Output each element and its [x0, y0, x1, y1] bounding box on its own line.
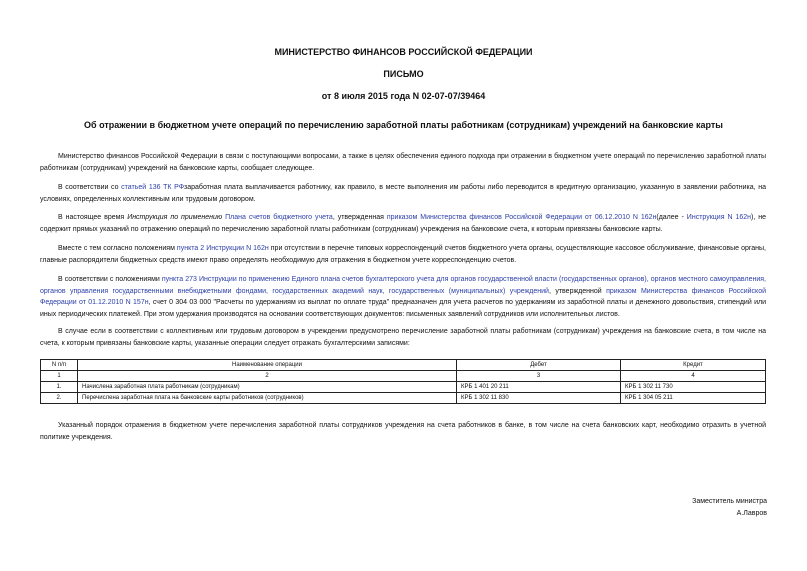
table-cell: КРБ 1 401 20 211 — [457, 382, 621, 393]
table-header-cell: Кредит — [621, 360, 766, 371]
paragraph-5 — [40, 274, 766, 320]
table-number-cell: 2 — [78, 371, 457, 382]
table-cell: КРБ 1 302 11 830 — [457, 393, 621, 404]
link-order-162n[interactable]: приказом Министерства финансов Российской Федерации от 06.12.2010 N 162н — [386, 214, 657, 221]
link-point-273[interactable]: пункта 273 Инструкции по применению Единого плана счетов бухгалтерского учета для органов государственной власти (государственных органов), органов местного самоуправления, органов управления государственными внебюджетными фондами, государственных академий наук, государственных (муниципальных) учреждений — [40, 276, 766, 295]
document-title: Об отражении в бюджетном учете операций по перечислению заработной платы работникам (сотрудникам) учреждений на банковские карты — [84, 120, 723, 130]
paragraph-1: Министерство финансов Российской Федерации в связи с поступающими вопросами, а также в целях обеспечения единого подхода при отражении в бюджетном учете операций по перечислению заработной платы работникам (сотрудникам) учреждений на банковские карты, сообщает следующее. — [40, 153, 766, 172]
signature-block — [692, 496, 767, 520]
table-header-row — [41, 360, 766, 371]
accounting-entries-table — [40, 359, 766, 404]
table-number-cell: 4 — [621, 371, 766, 382]
p3-text-a: В настоящее время — [58, 214, 128, 221]
p3-text-c: (далее - — [656, 214, 687, 221]
table-header-cell: Наименование операции — [78, 360, 457, 371]
signature-position: Заместитель министра — [692, 498, 767, 505]
table-cell: КРБ 1 302 11 730 — [621, 382, 766, 393]
paragraph-2 — [40, 182, 766, 205]
link-point-2-instruction[interactable]: пункта 2 Инструкции N 162н — [176, 245, 269, 252]
table-cell: КРБ 1 304 05 211 — [621, 393, 766, 404]
p5-text-a: В соответствии с положениями — [58, 276, 162, 283]
p2-text-b: заработная плата выплачивается работнику, как правило, в месте выполнения им работы либо переводится в кредитную организацию, указанную в заявлении работника, на условиях, определенных коллективным или трудовым договором. — [40, 184, 766, 203]
paragraph-4 — [40, 243, 766, 266]
p5-text-c: , счет 0 304 03 000 "Расчеты по удержаниям из выплат по оплате труда" предназначен для учета расчетов по удержаниям из заработной платы и денежного довольствия, стипендий или иных периодических платежей. При этом удержания производятся на основании соответствующих документов: письменных заявлений сотрудников или исполнительных листов. — [40, 299, 766, 318]
table-number-cell: 3 — [457, 371, 621, 382]
signature-name: А.Лавров — [736, 510, 767, 517]
table-cell: 2. — [41, 393, 78, 404]
link-chart-of-accounts[interactable]: Плана счетов бюджетного учета — [222, 214, 333, 221]
date-number-heading: от 8 июля 2015 года N 02-07-07/39464 — [321, 91, 486, 101]
table-number-cell: 1 — [41, 371, 78, 382]
ministry-heading: МИНИСТЕРСТВО ФИНАНСОВ РОССИЙСКОЙ ФЕДЕРАЦИИ — [274, 47, 533, 57]
p2-text-a: В соответствии со — [58, 184, 122, 191]
paragraph-3 — [40, 212, 766, 235]
table-header-cell: Дебет — [457, 360, 621, 371]
p3-text-b: , утвержденная — [332, 214, 387, 221]
table-header-cell: N п/п — [41, 360, 78, 371]
table-numbering-row — [41, 371, 766, 382]
table-cell: Перечислена заработная плата на банковские карты работников (сотрудников) — [78, 393, 457, 404]
table-row — [41, 382, 766, 393]
table-cell: 1. — [41, 382, 78, 393]
p5-text-b: , утвержденной — [548, 287, 607, 295]
paragraph-6: В случае если в соответствии с коллективным или трудовым договором в учреждении предусмотрено перечисление заработной платы работникам (сотрудникам) учреждения на банковские счета, в том числе на счета, к которым привязаны банковские карты, указанные операции следует отражать бухгалтерскими записями: — [40, 328, 766, 347]
p3-italic: Инструкция по применению — [127, 214, 223, 221]
paragraph-7: Указанный порядок отражения в бюджетном учете перечисления заработной платы сотрудников учреждения на счета работников в банке, в том числе на счета банковских карт, необходимо отразить в учетной политике учреждения. — [40, 422, 766, 441]
link-order-157n[interactable]: приказом Министерства финансов Российской Федерации от 01.12.2010 N 157н — [40, 287, 766, 306]
p4-text-b: при отсутствии в перечне типовых корреспонденций счетов бюджетного учета органы, осуществляющие кассовое обслуживание, финансовые органы, главные распорядители бюджетных средств имеют право определять необходимую для отражения в бюджетном учете корреспонденцию счетов. — [40, 245, 766, 264]
table-cell: Начислена заработная плата работникам (сотрудникам) — [78, 382, 457, 393]
p4-text-a: Вместе с тем согласно положениям — [58, 245, 177, 252]
p3-text-d: ), не содержит прямых указаний по отражению операций по перечислению заработной платы работникам (сотрудникам) учреждения на банковские счета, к которым привязаны банковские карты. — [40, 214, 766, 233]
link-article-136[interactable]: статьей 136 ТК РФ — [121, 184, 185, 191]
link-instruction-162n[interactable]: Инструкция N 162н — [686, 214, 751, 221]
doc-type-heading: ПИСЬМО — [383, 69, 424, 79]
table-row — [41, 393, 766, 404]
